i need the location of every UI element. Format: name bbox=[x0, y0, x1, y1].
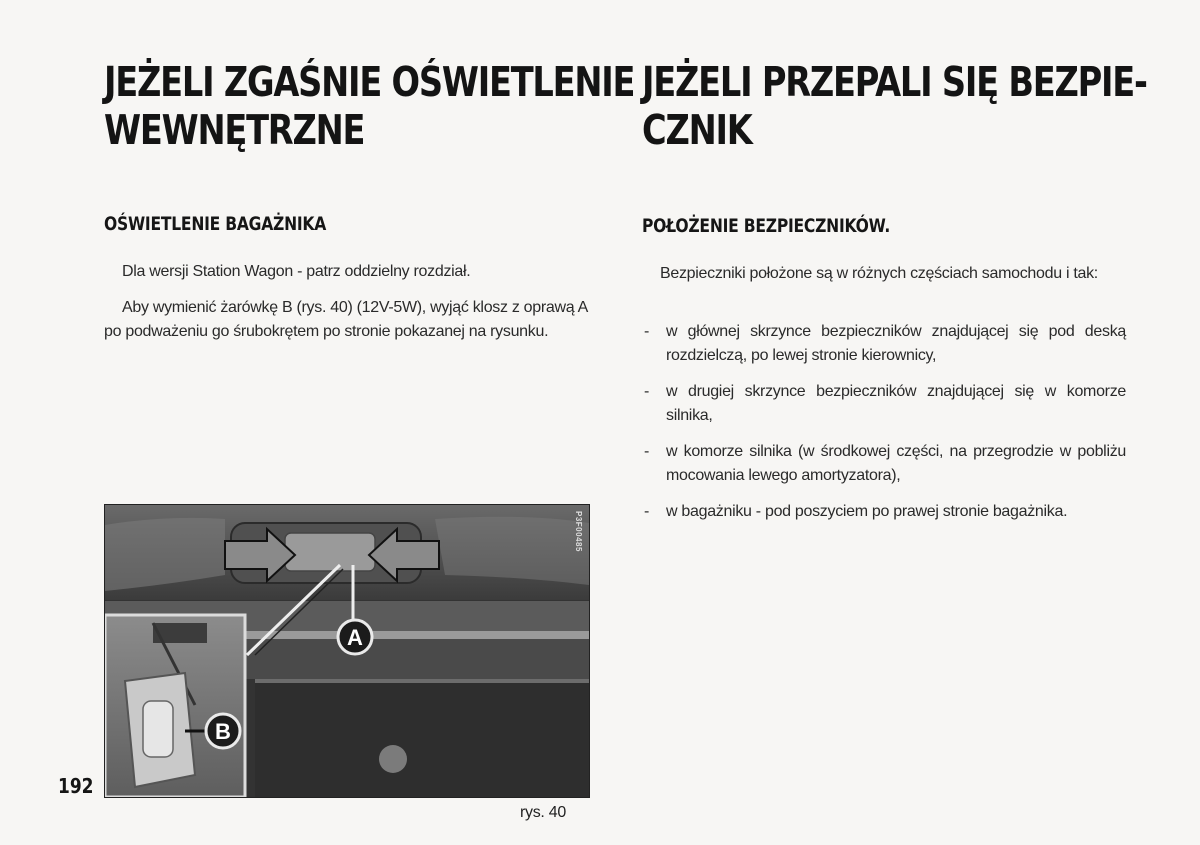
callout-b-label: B bbox=[215, 719, 231, 744]
callout-a-label: A bbox=[347, 625, 363, 650]
left-title-line2: WEWNĘTRZNE bbox=[104, 106, 365, 154]
list-item: - w drugiej skrzynce bezpieczników znajdującej się w komorze silnika, bbox=[644, 383, 1126, 424]
left-subsection-title: OŚWIETLENIE BAGAŻNIKA bbox=[104, 213, 327, 235]
right-subsection-title: POŁOŻENIE BEZPIECZNIKÓW. bbox=[642, 215, 890, 237]
bulb-b bbox=[143, 701, 173, 757]
boot-light-illustration bbox=[105, 505, 589, 797]
fuse-location-list bbox=[642, 320, 1126, 536]
list-item: - w głównej skrzynce bezpieczników znajdującej się pod deską rozdzielczą, po lewej stronie kierownicy, bbox=[644, 323, 1126, 364]
left-title-line1: JEŻELI ZGAŚNIE OŚWIETLENIE bbox=[104, 58, 635, 106]
list-item: - w komorze silnika (w środkowej części, na przegrodzie w pobliżu mocowania lewego amortyzatora), bbox=[644, 443, 1126, 484]
boot-light-figure bbox=[104, 504, 590, 798]
page-number: 192 bbox=[58, 774, 94, 798]
right-section-title bbox=[642, 58, 1147, 154]
right-title-line1: JEŻELI PRZEPALI SIĘ BEZPIE- bbox=[642, 58, 1147, 106]
left-section-title bbox=[104, 58, 634, 154]
figure-caption: rys. 40 bbox=[520, 804, 566, 821]
left-paragraph-2: Aby wymienić żarówkę B (rys. 40) (12V-5W), wyjąć klosz z oprawą A po podważeniu go śrubokrętem po stronie pokazanej na rysunku. bbox=[104, 299, 588, 340]
right-paragraph-1: Bezpieczniki położone są w różnych częściach samochodu i tak: bbox=[660, 265, 1098, 282]
left-paragraph-1: Dla wersji Station Wagon - patrz oddzielny rozdział. bbox=[122, 263, 471, 280]
lens-a bbox=[285, 533, 375, 571]
right-title-line2: CZNIK bbox=[642, 106, 752, 154]
figure-code: P3F00485 bbox=[574, 511, 583, 552]
list-item: - w bagażniku - pod poszyciem po prawej stronie bagażnika. bbox=[644, 503, 1068, 520]
